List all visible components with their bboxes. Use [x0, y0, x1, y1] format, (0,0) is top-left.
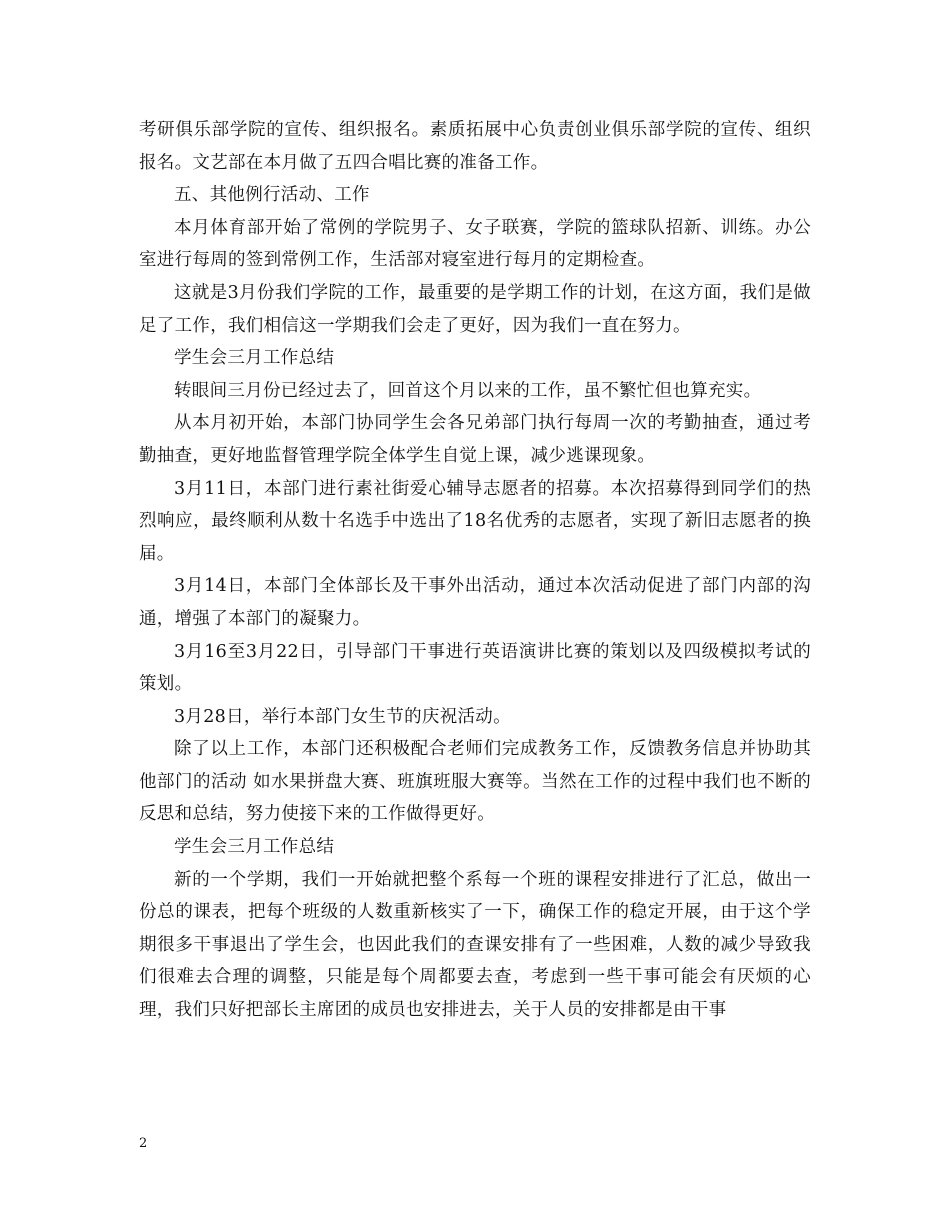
section-heading: 学生会三月工作总结: [174, 348, 335, 369]
document-body: [139, 114, 811, 1027]
paragraph: 3月14日，本部门全体部长及干事外出活动，通过本次活动促进了部门内部的沟通，增强了本部门的凝聚力。: [139, 576, 811, 629]
paragraph: 从本月初开始，本部门协同学生会各兄弟部门执行每周一次的考勤抽查，通过考勤抽查，更好地监督管理学院全体学生自觉上课，减少逃课现象。: [139, 413, 811, 466]
paragraph: 这就是3月份我们学院的工作，最重要的是学期工作的计划，在这方面，我们是做足了工作，我们相信这一学期我们会走了更好，因为我们一直在努力。: [139, 282, 811, 336]
paragraph: 本月体育部开始了常例的学院男子、女子联赛，学院的篮球队招新、训练。办公室进行每周的签到常例工作，生活部对寝室进行每月的定期检查。: [139, 217, 811, 271]
paragraph: 考研俱乐部学院的宣传、组织报名。素质拓展中心负责创业俱乐部学院的宣传、组织报名。文艺部在本月做了五四合唱比赛的准备工作。: [139, 120, 811, 173]
paragraph: 3月16至3月22日，引导部门干事进行英语演讲比赛的策划以及四级模拟考试的策划。: [139, 641, 811, 695]
section-heading: 学生会三月工作总结: [174, 837, 335, 858]
paragraph: 3月28日，举行本部门女生节的庆祝活动。: [174, 706, 511, 727]
page-number: 2: [139, 1136, 148, 1151]
paragraph: 除了以上工作，本部门还积极配合老师们完成教务工作，反馈教务信息并协助其他部门的活动 如水果拼盘大赛、班旗班服大赛等。当然在工作的过程中我们也不断的反思和总结，努力使接下来的工作做得更好。: [139, 739, 811, 825]
paragraph: 新的一个学期，我们一开始就把整个系每一个班的课程安排进行了汇总，做出一份总的课表，把每个班级的人数重新核实了一下，确保工作的稳定开展，由于这个学期很多干事退出了学生会，也因此我们的查课安排有了一些困难，人数的减少导致我们很难去合理的调整，只能是每个周都要去查，考虑到一些干事可能会有厌烦的心理，我们只好把部长主席团的成员也安排进去，关于人员的安排都是由干事: [139, 869, 811, 1021]
paragraph: 3月11日，本部门进行素社街爱心辅导志愿者的招募。本次招募得到同学们的热烈响应，最终顺利从数十名选手中选出了18名优秀的志愿者，实现了新旧志愿者的换届。: [139, 478, 811, 564]
paragraph: 转眼间三月份已经过去了，回首这个月以来的工作，虽不繁忙但也算充实。: [174, 380, 762, 401]
section-heading: 五、其他例行活动、工作: [174, 185, 370, 206]
